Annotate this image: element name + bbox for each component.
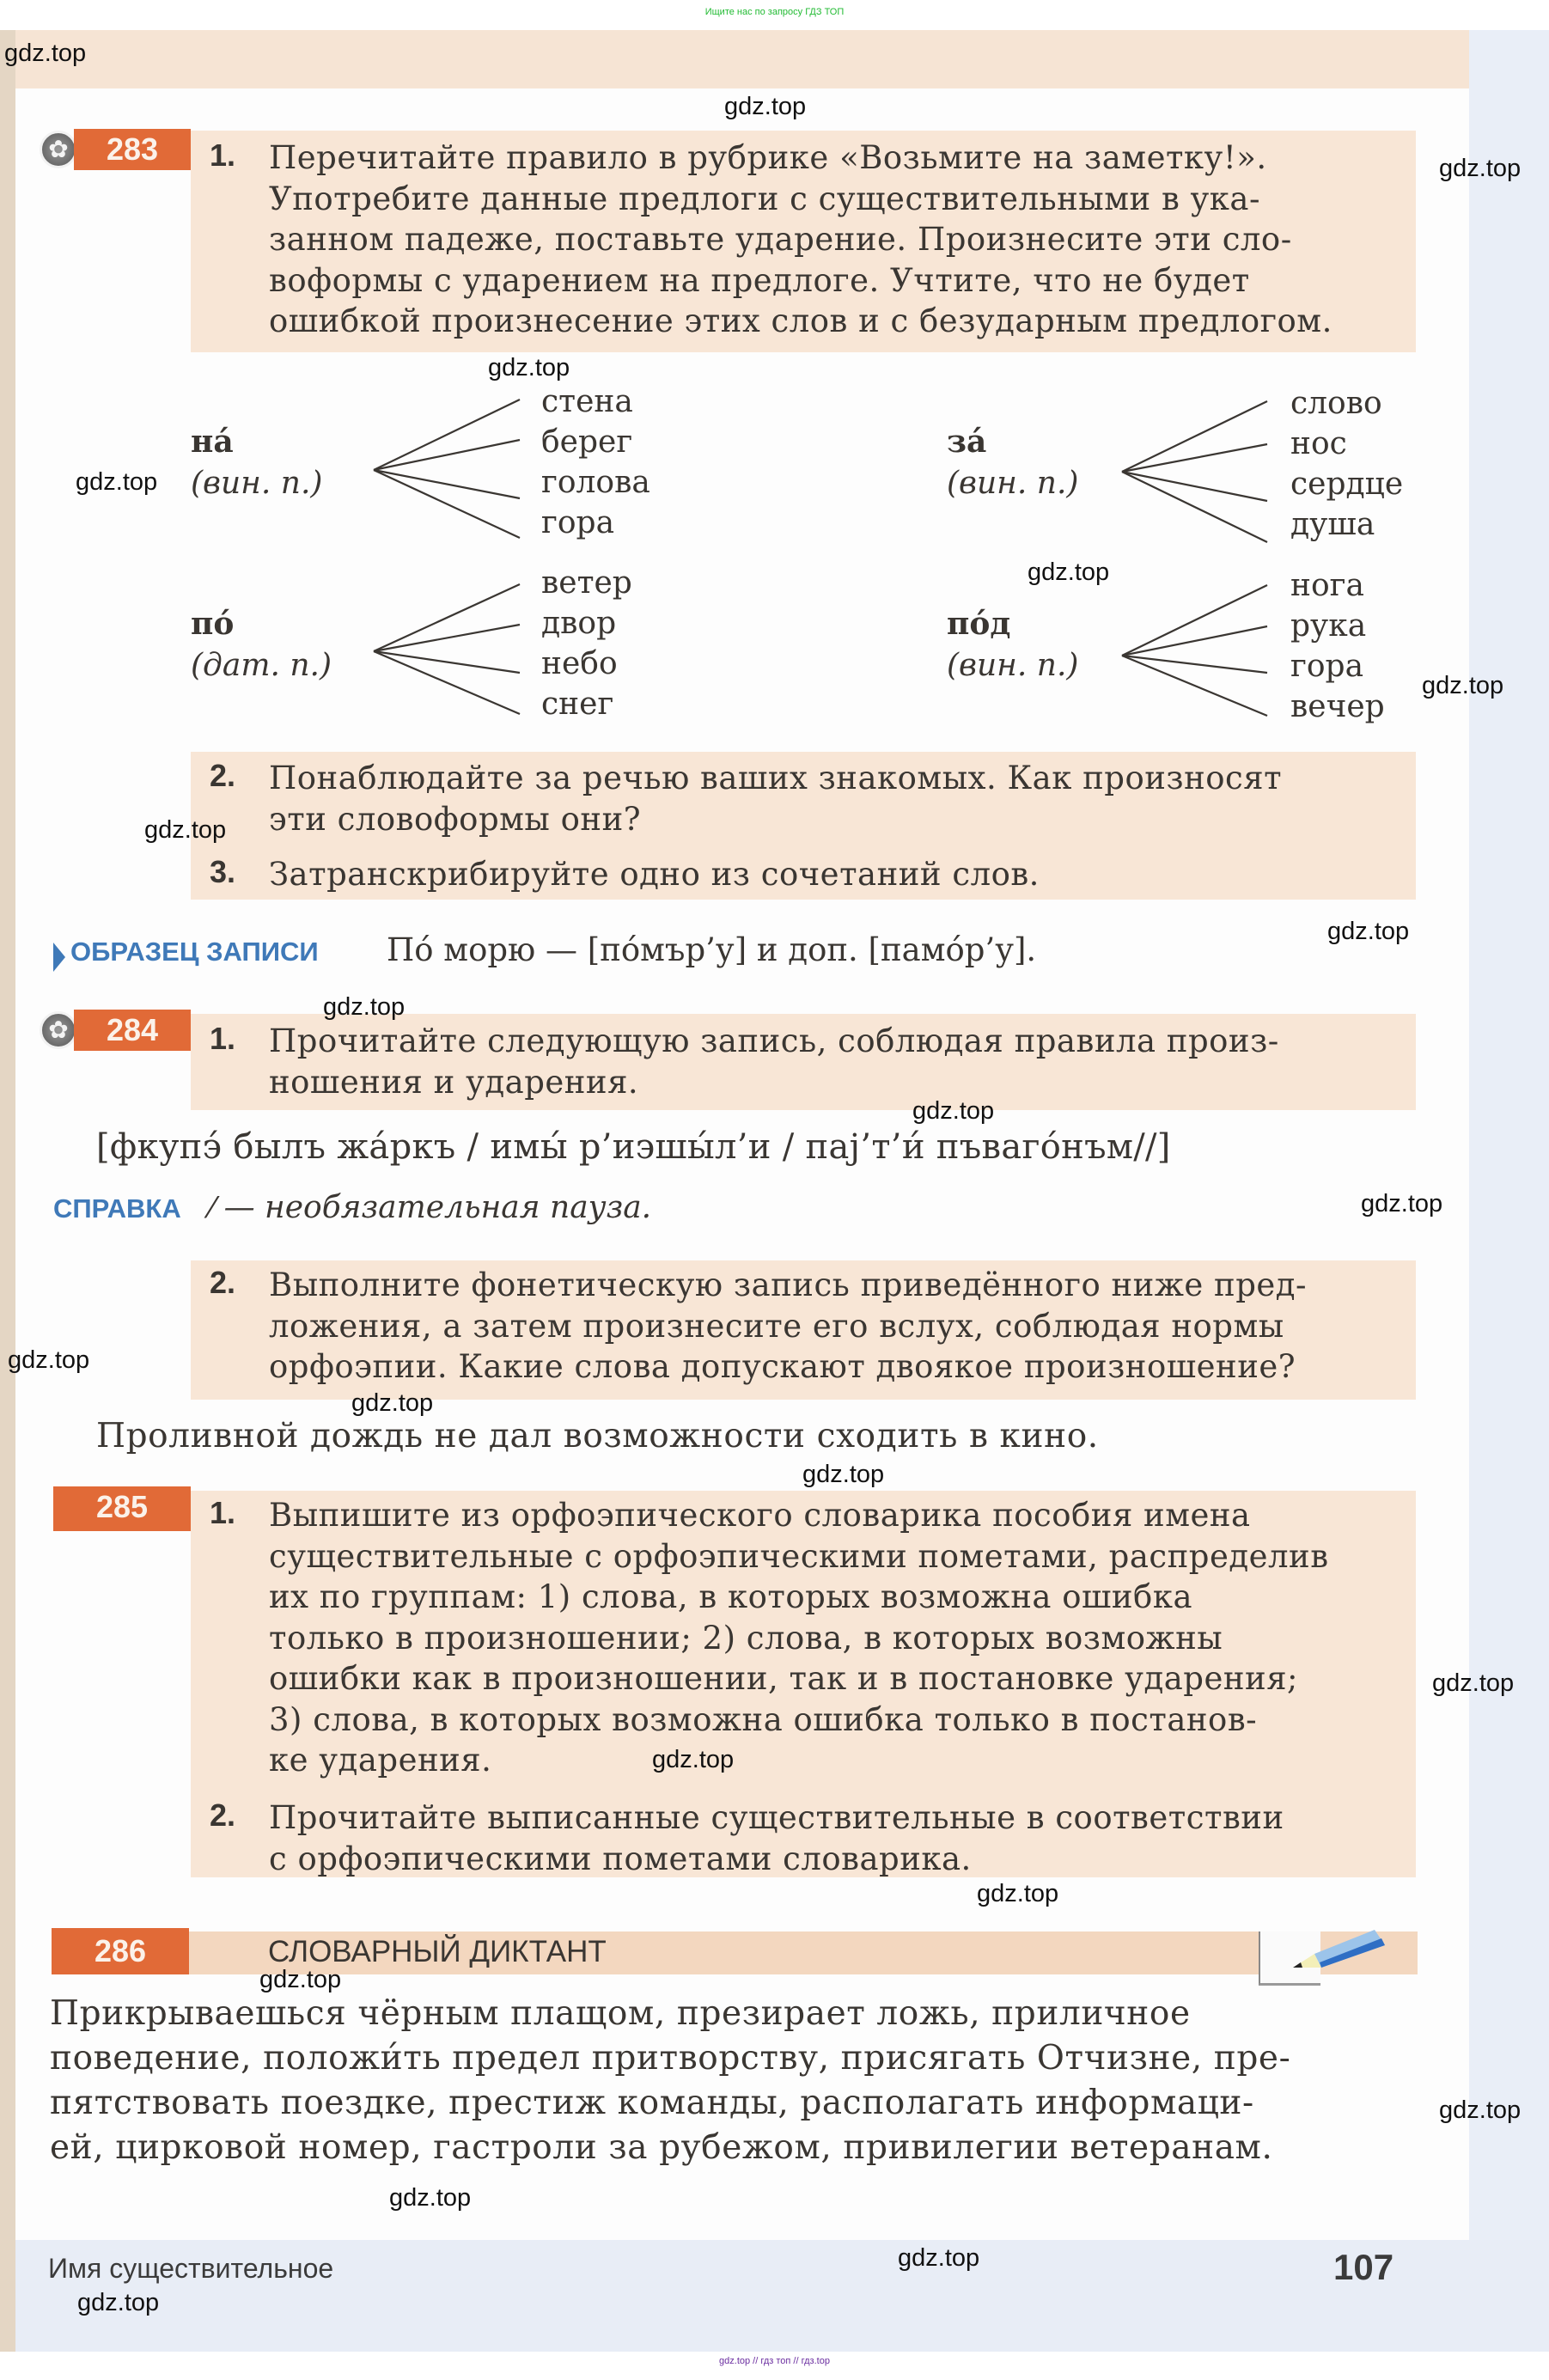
- text-line: только в произношении; 2) слова, в которых возможны: [269, 1619, 1223, 1657]
- task-text-283-1: [269, 137, 1396, 342]
- preposition: по́: [191, 606, 235, 642]
- exercise-number-285: 285: [53, 1486, 191, 1531]
- text-line: ошибкой произнесение этих слов и с безударным предлогом.: [269, 302, 1333, 339]
- preposition: на́: [191, 424, 234, 460]
- word: снег: [541, 687, 614, 722]
- text-line: орфоэпии. Какие слова допускают двоякое произношение?: [269, 1348, 1296, 1385]
- case-label: (дат. п.): [191, 648, 332, 683]
- watermark: gdz.top: [1422, 672, 1504, 699]
- sentence: Проливной дождь не дал возможности сходить в кино.: [96, 1417, 1099, 1455]
- text-line: ке ударения.: [269, 1742, 492, 1779]
- watermark: gdz.top: [323, 993, 406, 1021]
- note-text: — необязательная пауза.: [223, 1190, 652, 1225]
- top-banner: Ищите нас по запросу ГДЗ ТОП: [0, 0, 1549, 30]
- watermark: gdz.top: [1361, 1190, 1443, 1217]
- watermark: gdz.top: [898, 2244, 980, 2272]
- task-number: 2.: [210, 1797, 236, 1833]
- text-line: Выполните фонетическую запись приведённого ниже пред-: [269, 1266, 1308, 1303]
- task-number: 1.: [210, 1495, 236, 1530]
- page-edge: [0, 30, 15, 2352]
- word: слово: [1290, 386, 1382, 421]
- triangle-marker-icon: [53, 943, 65, 972]
- preposition-group-za: [947, 421, 1078, 504]
- exercise-number-283: 283: [74, 129, 191, 170]
- preposition-group-pod: [947, 603, 1078, 687]
- pencil-icon: [1289, 1925, 1392, 1976]
- text-line: Понаблюдайте за речью ваших знакомых. Как произносят: [269, 760, 1283, 796]
- text-line: ношения и ударения.: [269, 1063, 639, 1101]
- task-text-284-1: [269, 1021, 1396, 1102]
- text-line: ошибки как в произношении, так и в постановке ударения;: [269, 1660, 1299, 1697]
- text-line: Перечитайте правило в рубрике «Возьмите на заметку!».: [269, 139, 1267, 176]
- word-list: [1290, 565, 1385, 727]
- watermark: gdz.top: [912, 1097, 995, 1125]
- word-list: [1290, 383, 1403, 545]
- task-text-284-2: [269, 1265, 1396, 1388]
- watermark: gdz.top: [1439, 155, 1522, 182]
- note-label: СПРАВКА: [53, 1193, 181, 1224]
- task-text-283-3: [269, 854, 1396, 895]
- branch-lines: [1117, 384, 1289, 547]
- task-number: 2.: [210, 1265, 236, 1300]
- branch-lines: [365, 563, 537, 726]
- header-band: [15, 30, 1469, 88]
- note: [53, 1190, 651, 1225]
- text-line: Употребите данные предлоги с существительными в ука-: [269, 180, 1260, 217]
- task-text-285-2: [269, 1797, 1396, 1879]
- watermark: gdz.top: [351, 1389, 434, 1417]
- text-line: Прочитайте выписанные существительные в соответствии: [269, 1799, 1284, 1836]
- watermark: gdz.top: [1028, 558, 1110, 586]
- text-line: эти словоформы они?: [269, 800, 642, 838]
- word: сердце: [1290, 467, 1404, 502]
- case-label: (вин. п.): [947, 648, 1079, 683]
- text-line: Выпишите из орфоэпического словарика пособия имена: [269, 1497, 1251, 1534]
- task-number: 1.: [210, 1021, 236, 1056]
- branch-lines: [1117, 570, 1289, 733]
- preposition: по́д: [947, 606, 1011, 642]
- watermark: gdz.top: [1439, 2096, 1522, 2124]
- word: стена: [541, 384, 633, 419]
- watermark: gdz.top: [76, 468, 158, 496]
- word-list: [541, 381, 650, 543]
- sample-text: По́ морю — [по́мър’у] и доп. [памо́р’у].: [387, 931, 1037, 968]
- task-number: 2.: [210, 758, 236, 793]
- word: небо: [541, 646, 618, 681]
- dictation-text: [50, 1992, 1416, 2170]
- task-text-285-1: [269, 1495, 1396, 1781]
- text-line: пятствовать поездке, престиж команды, располагать информаци-: [50, 2084, 1254, 2122]
- text-line: Затранскрибируйте одно из сочетаний слов.: [269, 856, 1040, 893]
- word: ветер: [541, 565, 632, 601]
- text-line: воформы с ударением на предлоге. Учтите, что не будет: [269, 261, 1250, 299]
- word: рука: [1290, 608, 1367, 644]
- watermark: gdz.top: [802, 1461, 885, 1488]
- page-number: 107: [1333, 2247, 1394, 2287]
- text-line: занном падеже, поставьте ударение. Произнесите эти сло-: [269, 221, 1292, 258]
- watermark: gdz.top: [488, 354, 570, 381]
- text-line: Прикрываешься чёрным плащом, презирает ложь, приличное: [50, 1994, 1191, 2033]
- preposition: за́: [947, 424, 987, 460]
- task-number: 3.: [210, 854, 236, 889]
- sample-label-text: ОБРАЗЕЦ ЗАПИСИ: [70, 937, 319, 967]
- pause-symbol: ⁄: [209, 1191, 215, 1225]
- watermark: gdz.top: [652, 1746, 735, 1773]
- watermark: gdz.top: [1432, 1669, 1515, 1697]
- text-line: с орфоэпическими пометами словарика.: [269, 1840, 972, 1877]
- text-line: ложения, а затем произнесите его вслух, соблюдая нормы: [269, 1307, 1284, 1345]
- preposition-group-na: [191, 421, 322, 504]
- watermark: gdz.top: [77, 2289, 160, 2316]
- exercise-number-284: 284: [74, 1010, 191, 1051]
- text-line: существительные с орфоэпическими пометами, распределив: [269, 1537, 1329, 1575]
- sample-label: [53, 937, 319, 972]
- case-label: (вин. п.): [191, 466, 323, 501]
- flower-icon: ✿: [40, 131, 77, 168]
- flower-icon: ✿: [40, 1011, 77, 1049]
- word-list: [541, 563, 632, 724]
- bottom-banner: gdz.top // гдз топ // гдз.top: [0, 2352, 1549, 2380]
- exercise-number-286: 286: [52, 1928, 189, 1974]
- watermark: gdz.top: [8, 1346, 90, 1374]
- word: двор: [541, 606, 617, 641]
- watermark: gdz.top: [977, 1880, 1059, 1907]
- word: гора: [541, 505, 615, 540]
- branch-lines: [365, 378, 537, 541]
- case-label: (вин. п.): [947, 466, 1079, 501]
- watermark: gdz.top: [724, 93, 807, 120]
- word: голова: [541, 465, 650, 500]
- word: нога: [1290, 568, 1364, 603]
- task-number: 1.: [210, 137, 236, 173]
- text-line: Прочитайте следующую запись, соблюдая правила произ-: [269, 1022, 1279, 1059]
- text-line: поведение, положи́ть предел притворству, присягать Отчизне, пре-: [50, 2039, 1291, 2078]
- text-line: 3) слова, в которых возможна ошибка только в постанов-: [269, 1700, 1258, 1738]
- watermark: gdz.top: [4, 40, 87, 67]
- text-line: ей, цирковой номер, гастроли за рубежом, привилегии ветеранам.: [50, 2128, 1273, 2167]
- exercise-title: СЛОВАРНЫЙ ДИКТАНТ: [268, 1935, 607, 1968]
- watermark: gdz.top: [1327, 918, 1410, 945]
- word: душа: [1290, 507, 1375, 542]
- watermark: gdz.top: [389, 2184, 472, 2212]
- word: гора: [1290, 649, 1364, 684]
- footer-section-title: Имя существительное: [48, 2253, 334, 2284]
- watermark: gdz.top: [144, 816, 227, 844]
- task-text-283-2: [269, 758, 1396, 839]
- word: берег: [541, 424, 633, 460]
- word: нос: [1290, 426, 1347, 461]
- phonetic-transcription: [фкупэ́ былъ жа́ркъ / имы́ р’иэшы́л’и / паj’т’и́ пъвагóнъм//]: [96, 1127, 1171, 1167]
- word: вечер: [1290, 689, 1385, 724]
- preposition-group-po: [191, 603, 332, 687]
- watermark: gdz.top: [259, 1966, 342, 1993]
- text-line: их по группам: 1) слова, в которых возможна ошибка: [269, 1578, 1193, 1615]
